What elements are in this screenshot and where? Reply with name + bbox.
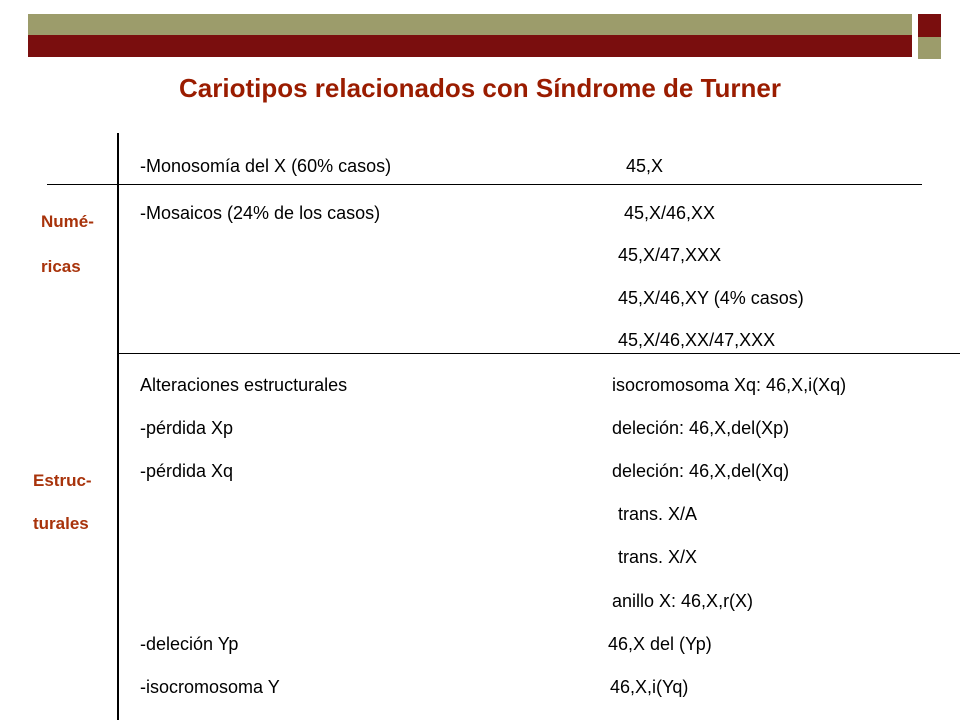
header-bar-red [28, 35, 912, 57]
row-karyotype: isocromosoma Xq: 46,X,i(Xq) [612, 375, 847, 395]
row-karyotype: 45,X/46,XY (4% casos) [618, 288, 804, 308]
section-label-estructurales-2: turales [33, 514, 89, 533]
row-karyotype: trans. X/X [618, 547, 698, 567]
row-karyotype: trans. X/A [618, 504, 698, 524]
row-label: -Mosaicos (24% de los casos) [140, 203, 381, 223]
vertical-divider [117, 133, 119, 720]
row-label: -pérdida Xq [140, 461, 234, 481]
row-label: -deleción Yp [140, 634, 239, 654]
header-bar-olive [28, 14, 912, 35]
row-label: Alteraciones estructurales [140, 375, 348, 395]
section-label-estructurales-1: Estruc- [33, 471, 92, 490]
row-karyotype: 46,X,i(Yq) [610, 677, 689, 697]
horizontal-divider-top [47, 184, 922, 185]
corner-square-olive [918, 37, 941, 59]
row-label: -isocromosoma Y [140, 677, 280, 697]
row-karyotype: 45,X/46,XX/47,XXX [618, 330, 776, 350]
corner-square-red [918, 14, 941, 37]
horizontal-divider-middle [117, 353, 960, 354]
row-label: -Monosomía del X (60% casos) [140, 156, 392, 176]
row-karyotype: 45,X/47,XXX [618, 245, 722, 265]
row-karyotype: 45,X/46,XX [624, 203, 716, 223]
section-label-numericas-1: Numé- [41, 212, 94, 231]
page-title: Cariotipos relacionados con Síndrome de Turner [179, 73, 781, 103]
row-karyotype: deleción: 46,X,del(Xp) [612, 418, 790, 438]
row-label: -pérdida Xp [140, 418, 234, 438]
row-karyotype: deleción: 46,X,del(Xq) [612, 461, 790, 481]
section-label-numericas-2: ricas [41, 257, 81, 276]
row-karyotype: 45,X [626, 156, 664, 176]
row-karyotype: 46,X del (Yp) [608, 634, 712, 654]
row-karyotype: anillo X: 46,X,r(X) [612, 591, 754, 611]
